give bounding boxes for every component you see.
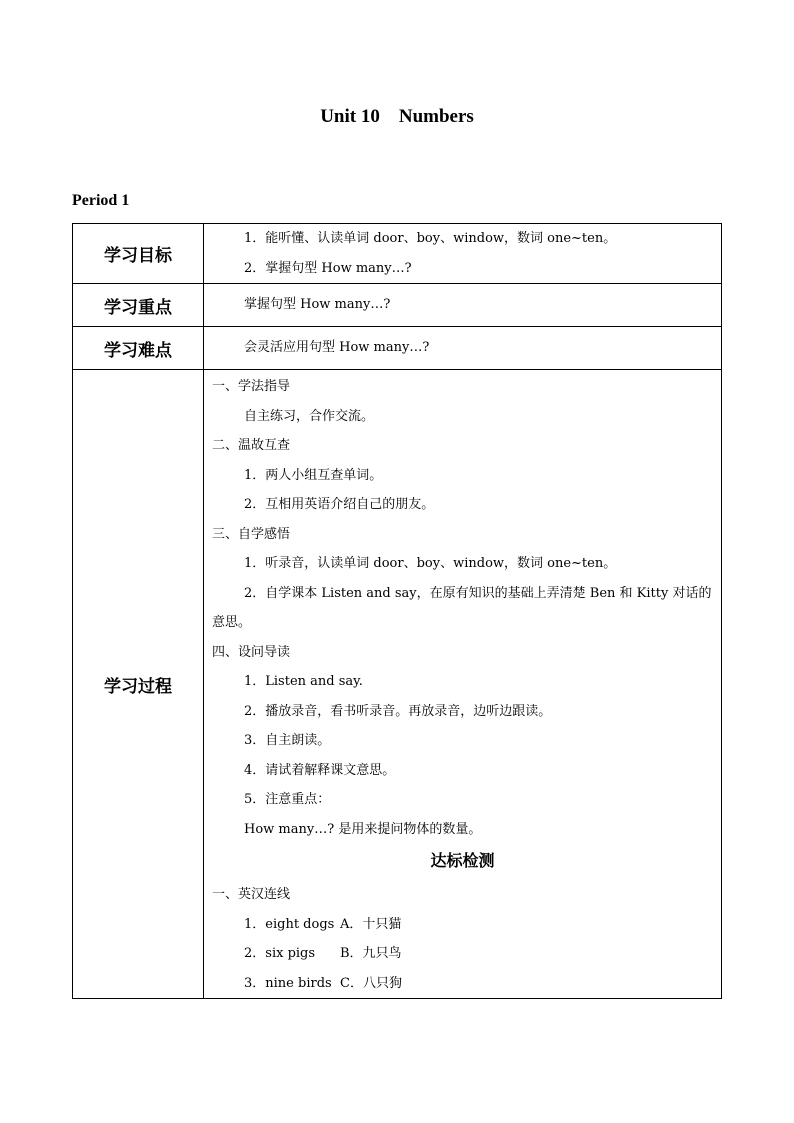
section-title-self-study: 三、自学感悟 [212,526,291,542]
row-label-key-points: 学习重点 [73,284,204,327]
guided-line-5: 5．注意重点： [244,792,331,807]
row-label-objectives: 学习目标 [73,224,204,284]
match-zh: C．八只狗 [340,975,402,991]
guided-line-3: 3．自主朗读。 [244,733,331,748]
section-title-matching: 一、英汉连线 [212,887,291,902]
guided-line-1: 1．Listen and say. [244,674,363,689]
row-label-difficulties: 学习难点 [73,327,204,370]
key-point-line: 掌握句型 How many…? [244,297,391,313]
review-line-2: 2．互相用英语介绍自己的朋友。 [244,497,435,512]
section-title-guided-reading: 四、设问导读 [212,644,291,660]
lesson-plan-table [72,223,722,999]
guided-line-2: 2．播放录音，看书听录音。再放录音，边听边跟读。 [244,703,552,719]
difficulties-content [204,327,722,370]
key-points-content [204,284,722,327]
test-section-heading: 达标检测 [430,851,495,870]
table-row-difficulties [73,327,722,370]
difficulty-line: 会灵活应用句型 How many…? [244,340,430,356]
table-row-process [73,370,722,999]
review-line-1: 1．两人小组互查单词。 [244,467,383,483]
objective-line-2: 2．掌握句型 How many…? [244,260,412,276]
match-en: 2．six pigs [244,946,316,961]
objectives-content [204,224,722,284]
process-content [204,370,722,999]
self-study-line-2: 2．自学课本 Listen and say，在原有知识的基础上弄清楚 Ben 和 Kitty 对话的意思。 [212,585,712,630]
section-title-review: 二、温故互查 [212,438,291,453]
period-heading: Period 1 [72,192,130,209]
match-zh: B．九只鸟 [340,946,402,961]
match-item [204,910,721,940]
match-zh: A．十只猫 [340,916,402,932]
section-title-method: 一、学法指导 [212,379,291,394]
objective-line-1: 1．能听懂、认读单词 door、boy、window，数词 one~ten。 [244,231,617,246]
document-title: Unit 10 Numbers [320,106,474,127]
guided-line-4: 4．请试着解释课文意思。 [244,762,396,778]
method-line: 自主练习，合作交流。 [244,408,375,424]
table-row-key-points [73,284,722,327]
guided-line-6: How many…? 是用来提问物体的数量。 [244,821,482,837]
match-en: 3．nine birds [244,975,332,991]
match-item [204,969,721,999]
match-item [204,939,721,969]
self-study-line-1: 1．听录音，认读单词 door、boy、window，数词 one~ten。 [244,556,617,571]
row-label-process: 学习过程 [73,370,204,999]
table-row-objectives [73,224,722,284]
match-en: 1．eight dogs [244,916,335,932]
